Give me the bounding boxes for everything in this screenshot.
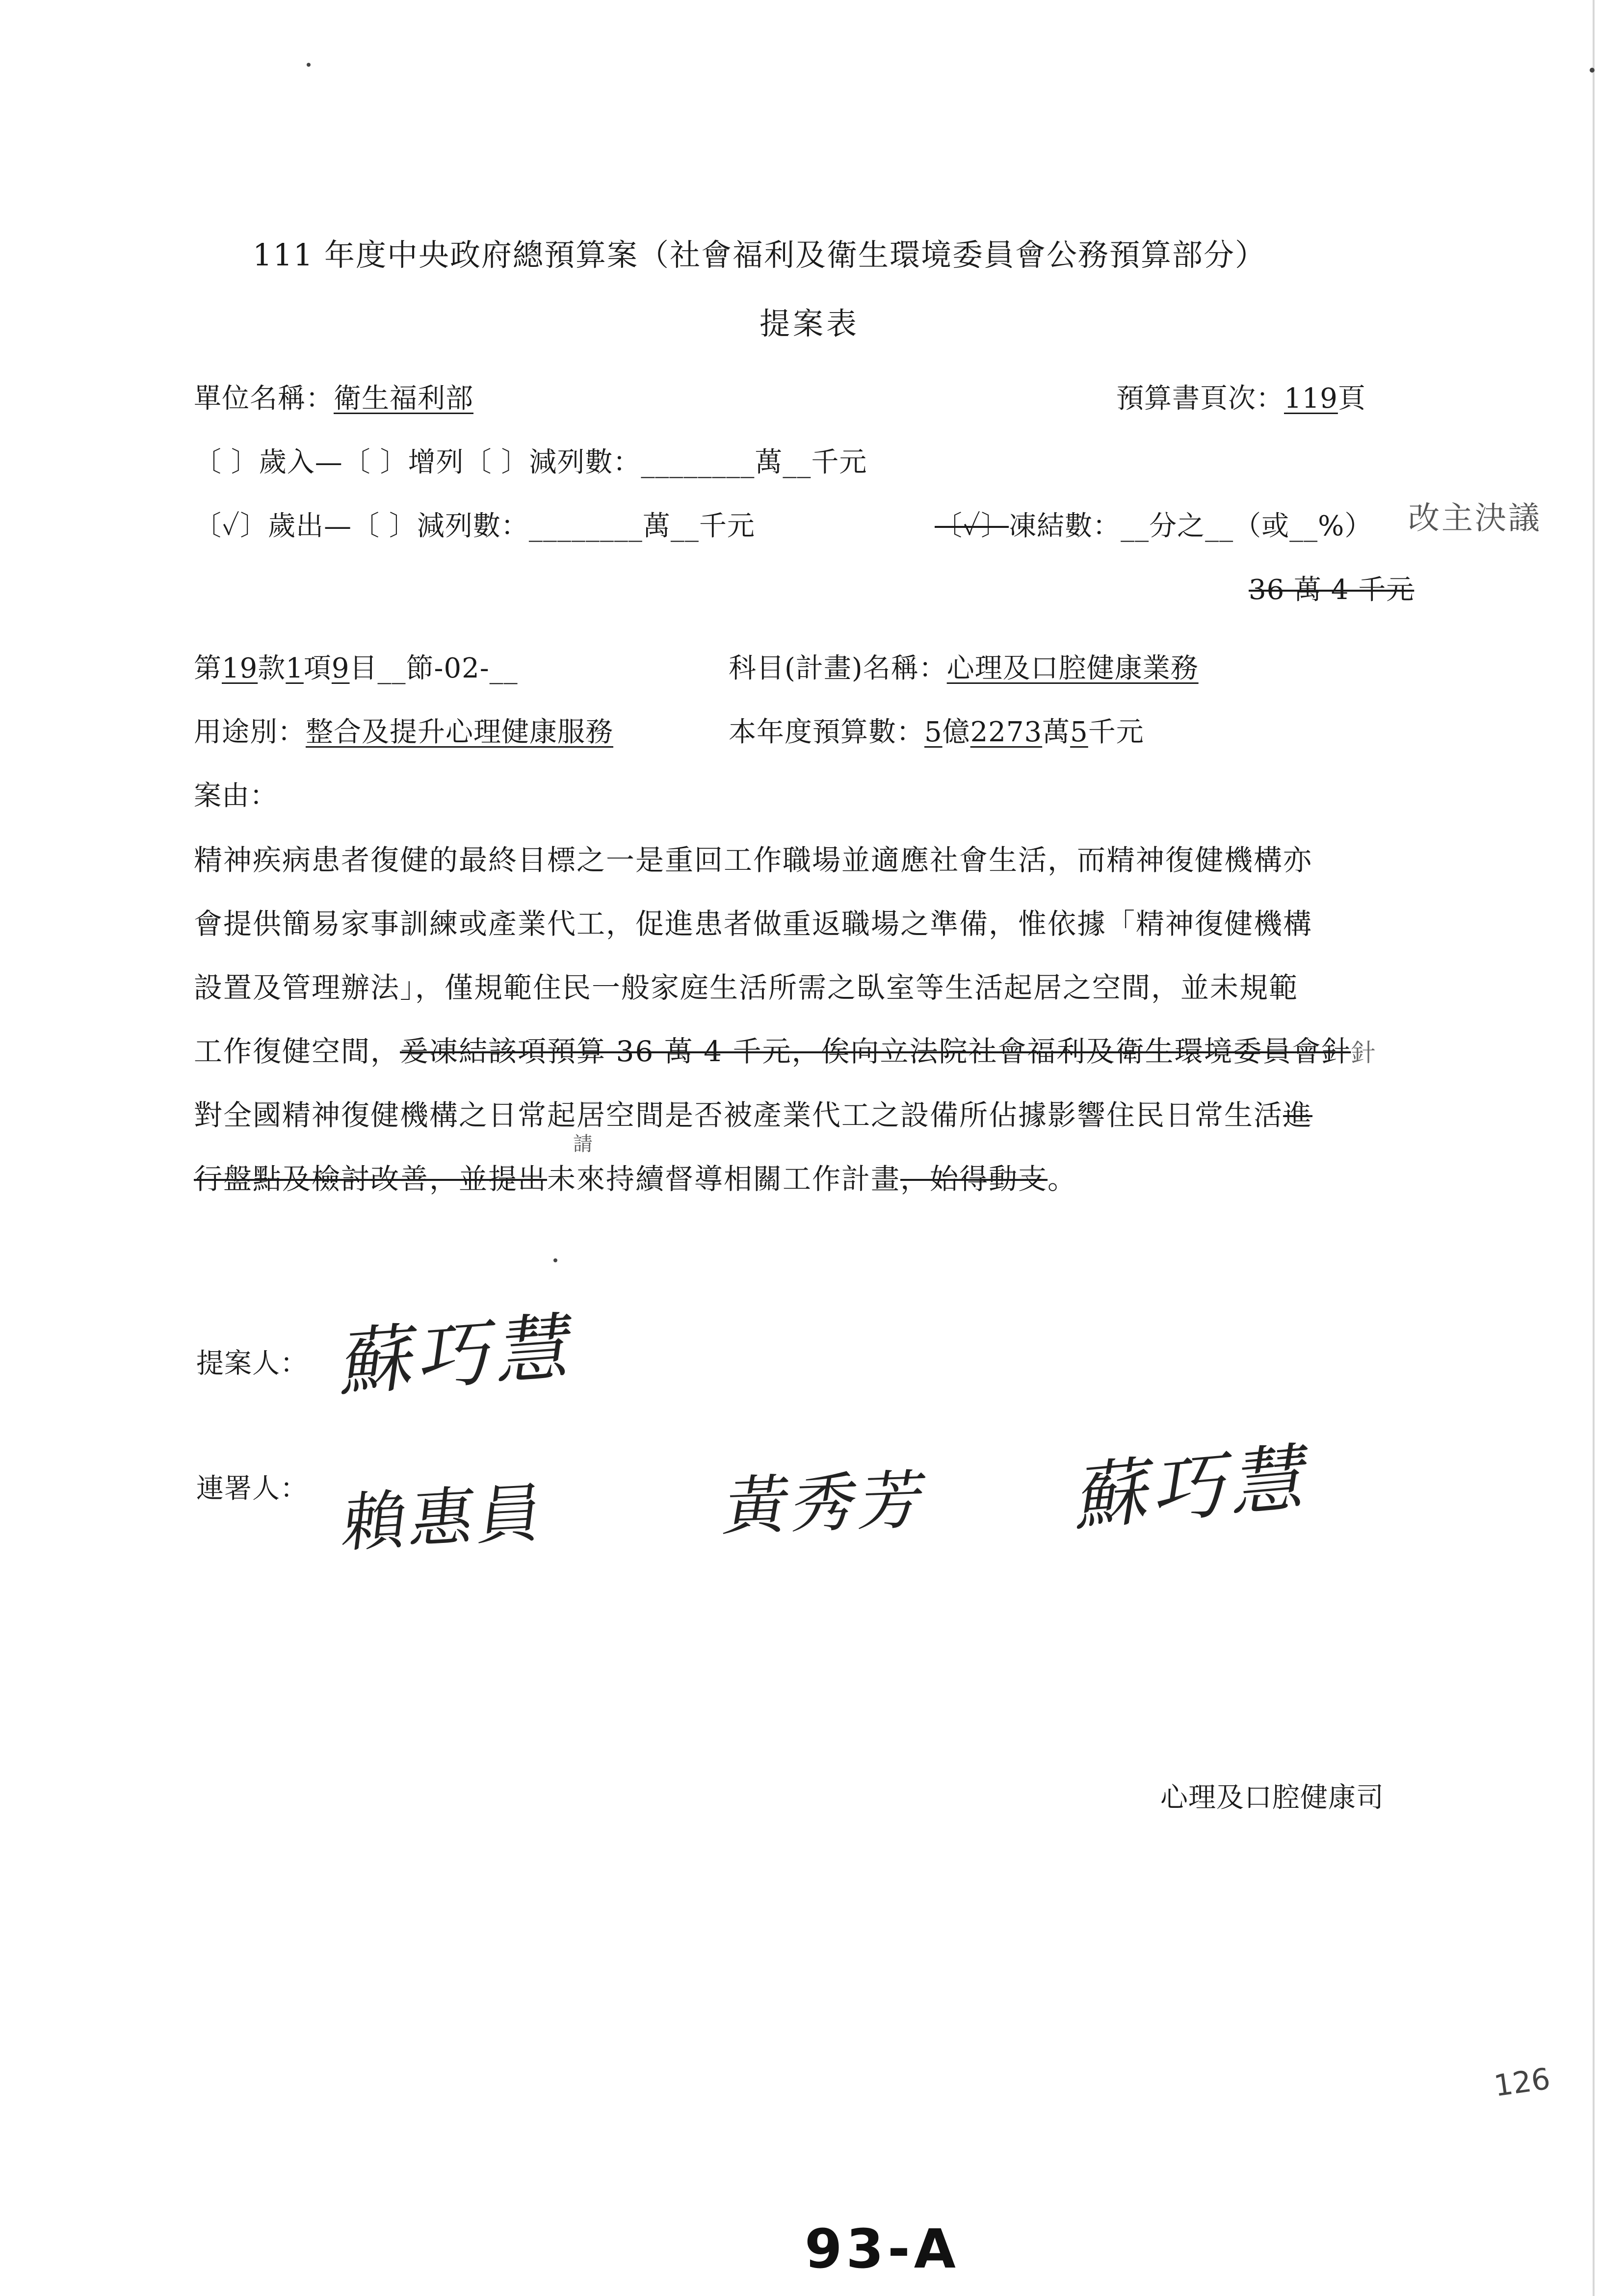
section-kuan-unit: 款 <box>258 652 286 684</box>
cosigner-signature-3: 蘇巧慧 <box>1072 1434 1320 1541</box>
proposer-signature: 蘇巧慧 <box>337 1304 584 1407</box>
purpose-label: 用途別： <box>194 716 306 748</box>
revenue-unit-10k: 萬 <box>755 446 783 478</box>
reason-line-6-struck: 行盤點及檢討改善，並提出 <box>194 1162 548 1196</box>
subject-row <box>729 647 1199 686</box>
freeze-fraction: __分之__（或__%） <box>1121 510 1373 542</box>
revenue-text: 〔 〕歲入—〔 〕增列〔 〕減列數： <box>194 446 641 478</box>
scan-edge-shadow <box>1593 0 1595 2296</box>
reason-line-4-handnote: 針 <box>1351 1039 1377 1067</box>
reason-line-1: 精神疾病患者復健的最終目標之一是重回工作職場並適應社會生活，而精神復健機構亦 <box>194 843 1313 877</box>
budget-yi-unit: 億 <box>942 716 970 748</box>
reason-line-6-text: 未來持續督導相關工作計畫 <box>547 1162 901 1196</box>
budget-wan: 2273 <box>970 716 1043 748</box>
freeze-checkbox: 〔✓〕 <box>935 510 1009 542</box>
reason-line-5-text: 對全國精神復健機構之日常起居空間是否被產業代工之設備所佔據影響住民日常生活 <box>194 1098 1283 1132</box>
budget-qian-unit: 千元 <box>1088 716 1144 748</box>
revenue-blank-1k: __ <box>783 446 812 478</box>
expense-text: 〔✓〕歲出—〔 〕減列數： <box>194 510 529 542</box>
expense-blank-10k: ________ <box>528 510 643 542</box>
budget-page-label: 預算書頁次： <box>1116 383 1284 415</box>
purpose-row <box>194 710 613 750</box>
section-xiang: 1 <box>286 652 304 684</box>
reason-line-4-text: 工作復健空間， <box>194 1035 400 1068</box>
section-mu: 9 <box>331 652 350 684</box>
document-code: 93-A <box>805 2218 960 2280</box>
reason-line-4-struck: 爰凍結該項預算 36 萬 4 千元，俟向立法院社會福利及衛生環境委員會針 <box>400 1035 1351 1068</box>
section-mu-unit: 目 <box>349 652 378 684</box>
reason-line-6 <box>194 1156 1077 1197</box>
section-code: -02-__ <box>434 652 518 684</box>
freeze-row <box>935 504 1372 544</box>
section-row <box>194 647 518 686</box>
budget-amount-row <box>729 710 1144 750</box>
expense-unit-10k: 萬 <box>642 510 671 542</box>
expense-row <box>194 504 755 544</box>
freeze-label: 凍結數： <box>1009 510 1121 542</box>
revenue-row <box>194 441 867 480</box>
reason-line-2: 會提供簡易家事訓練或產業代工，促進患者做重返職場之準備，惟依據「精神復健機構 <box>194 907 1313 940</box>
cosigner-signature-2: 黃秀芳 <box>718 1462 935 1544</box>
budget-page-row <box>1116 377 1366 416</box>
section-jie-unit: 節 <box>406 652 434 684</box>
unit-value: 衛生福利部 <box>334 383 473 415</box>
expense-unit-1k: 千元 <box>699 510 755 542</box>
freeze-amount-struck: 36 萬 4 千元 <box>1249 574 1414 606</box>
budget-page-number: 119 <box>1284 383 1338 415</box>
document-subtitle: 提案表 <box>760 306 860 341</box>
reason-label: 案由： <box>194 780 278 812</box>
cosigner-label: 連署人： <box>196 1473 308 1505</box>
expense-blank-1k: __ <box>670 510 699 542</box>
section-xiang-unit: 項 <box>303 652 332 684</box>
budget-page-suffix: 頁 <box>1337 383 1366 415</box>
section-pre: 第 <box>194 652 222 684</box>
section-jie: __ <box>377 652 406 684</box>
revenue-blank-10k: ________ <box>641 446 755 478</box>
purpose-value: 整合及提升心理健康服務 <box>306 716 613 748</box>
reason-line-3: 設置及管理辦法」，僅規範住民一般家庭生活所需之臥室等生活起居之空間，並未規範 <box>194 971 1299 1004</box>
reason-line-5 <box>194 1092 1312 1133</box>
cosigner-signature-1: 賴惠員 <box>338 1475 550 1561</box>
document-title: 111 年度中央政府總預算案（社會福利及衛生環境委員會公務預算部分） <box>253 237 1267 273</box>
unit-row <box>194 377 473 416</box>
reason-line-5-struck: 進 <box>1283 1098 1313 1132</box>
department-name: 心理及口腔健康司 <box>1160 1782 1384 1814</box>
scan-speck <box>1590 68 1595 73</box>
subject-value: 心理及口腔健康業務 <box>946 652 1199 684</box>
budget-wan-unit: 萬 <box>1042 716 1071 748</box>
budget-yi: 5 <box>924 716 943 748</box>
reason-line-6-struck-2: ，始得動支 <box>900 1162 1048 1196</box>
proposer-label: 提案人： <box>196 1348 308 1380</box>
page-handnote: 126 <box>1492 2061 1552 2104</box>
reason-line-6-end: 。 <box>1048 1162 1077 1196</box>
budget-amount-label: 本年度預算數： <box>729 716 924 748</box>
revenue-unit-1k: 千元 <box>811 446 867 478</box>
scan-speck <box>553 1258 557 1262</box>
scan-speck <box>307 63 311 67</box>
unit-label: 單位名稱： <box>194 383 334 415</box>
freeze-handwritten-note: 改主決議 <box>1408 500 1542 537</box>
subject-label: 科目(計畫)名稱： <box>729 652 947 684</box>
budget-qian: 5 <box>1070 716 1088 748</box>
reason-line-6-insert: 請 <box>573 1133 593 1155</box>
reason-line-4 <box>194 1028 1376 1070</box>
section-kuan: 19 <box>222 652 258 684</box>
